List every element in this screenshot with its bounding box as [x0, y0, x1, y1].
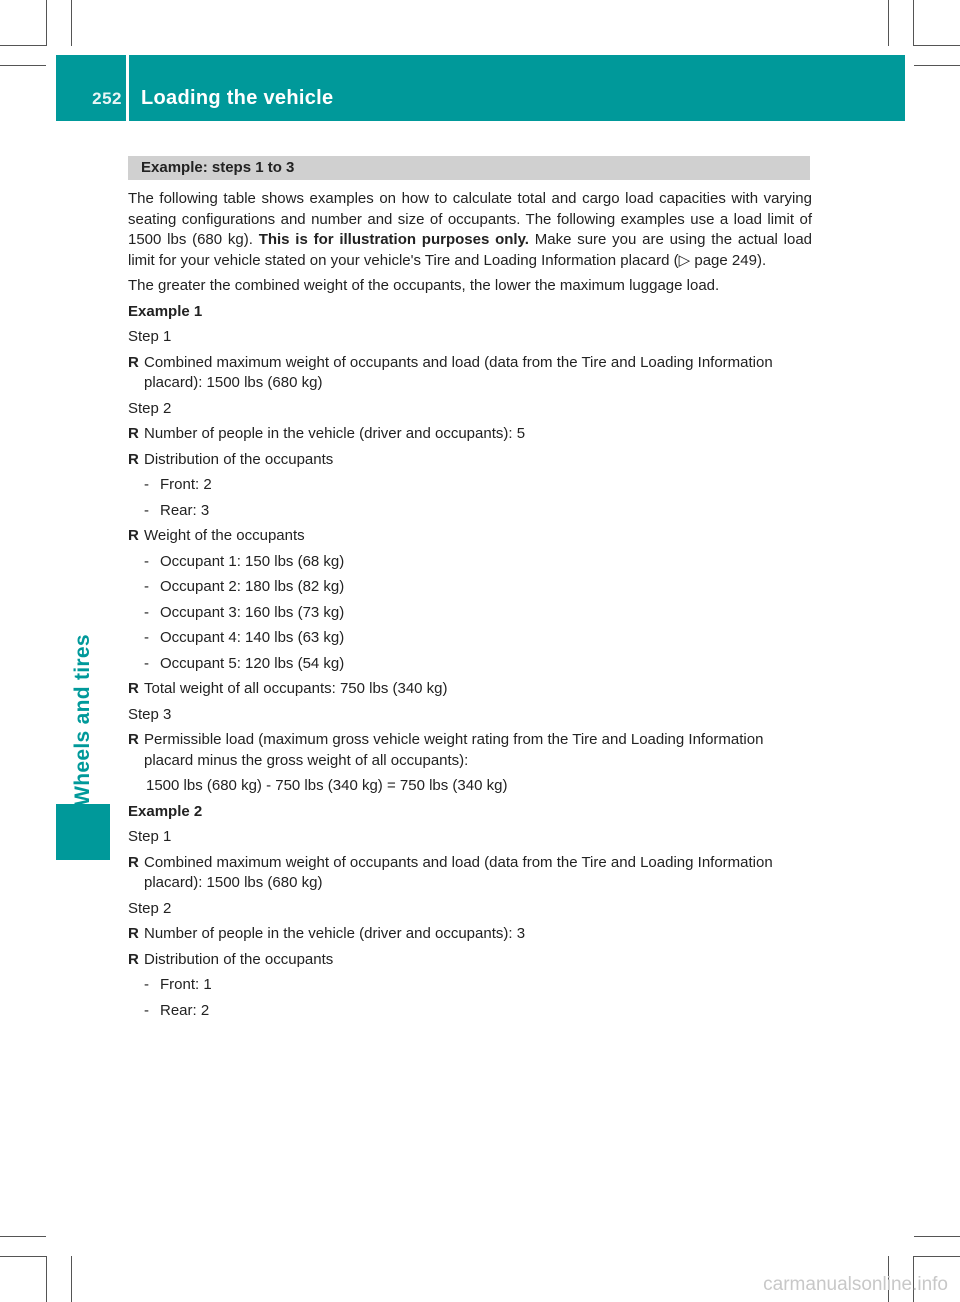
- sub-list-item: [128, 1001, 812, 1022]
- sub-list-item-text: Occupant 2: 180 lbs (82 kg): [160, 578, 345, 595]
- sub-list-item-text: Occupant 3: 160 lbs (73 kg): [160, 603, 345, 621]
- list-item-text: Combined maximum weight of occupants and load (data from the Tire and Loading Information placard): 1500 lbs (680 kg): [144, 353, 773, 391]
- example-2-step-2: Step 2: [128, 899, 172, 917]
- sub-list-item: [128, 628, 812, 649]
- example-1-title: Example 1: [128, 302, 203, 320]
- crop-mark: [71, 0, 72, 46]
- dash-icon: -: [144, 654, 149, 672]
- page-content: [128, 189, 812, 1026]
- bullet-icon: R: [128, 425, 139, 442]
- list-item-text: Weight of the occupants: [144, 527, 305, 544]
- list-item: [128, 679, 812, 700]
- bullet-icon: R: [128, 925, 139, 942]
- crop-mark: [0, 1236, 46, 1237]
- crop-mark: [888, 0, 889, 46]
- dash-icon: -: [144, 476, 149, 493]
- crop-mark: [0, 65, 46, 66]
- list-item-text: Distribution of the occupants: [144, 450, 334, 468]
- list-item-text: Distribution of the occupants: [144, 950, 334, 968]
- crop-mark: [914, 45, 960, 46]
- dash-icon: -: [144, 552, 149, 570]
- sub-list-item-text: Occupant 1: 150 lbs (68 kg): [160, 552, 345, 570]
- crop-mark: [913, 0, 914, 46]
- dash-icon: -: [144, 578, 149, 595]
- dash-icon: -: [144, 976, 149, 993]
- list-item-text: Total weight of all occupants: 750 lbs (340 kg): [144, 680, 448, 697]
- section-heading: Example: steps 1 to 3: [128, 156, 810, 180]
- list-item: [128, 730, 812, 771]
- bullet-icon: R: [128, 853, 139, 871]
- bullet-icon: R: [128, 680, 139, 697]
- crop-mark: [71, 1256, 72, 1302]
- sub-list-item-text: Front: 2: [160, 476, 212, 493]
- crop-mark: [46, 1256, 47, 1302]
- example-1-step-3: Step 3: [128, 705, 172, 723]
- crop-mark: [914, 1256, 960, 1257]
- sub-list-item: [128, 577, 812, 598]
- example-2-title: Example 2: [128, 802, 203, 820]
- crop-mark: [914, 1236, 960, 1237]
- intro-text: The following table shows examples on how to calculate total and cargo load capacities with varying seating configurations and number and size of occupants. The following examples use a load limit of 1500 lbs (680 kg).: [128, 190, 812, 248]
- sub-list-item-text: Rear: 3: [160, 501, 210, 519]
- list-item: [128, 924, 812, 945]
- page-number: 252: [92, 89, 122, 108]
- weight-note: The greater the combined weight of the occupants, the lower the maximum luggage load.: [128, 277, 720, 294]
- bullet-icon: R: [128, 450, 139, 468]
- list-item-text: Number of people in the vehicle (driver and occupants): 3: [144, 925, 526, 942]
- list-item: [128, 526, 812, 547]
- intro-paragraph: [128, 189, 812, 271]
- list-item: [128, 853, 812, 894]
- crop-mark: [914, 65, 960, 66]
- page-reference-link[interactable]: page 249: [694, 251, 757, 269]
- list-item: [128, 353, 812, 394]
- sub-list-item-text: Occupant 4: 140 lbs (63 kg): [160, 629, 345, 646]
- list-item: [128, 450, 812, 471]
- bullet-icon: R: [128, 527, 139, 544]
- dash-icon: -: [144, 629, 149, 646]
- list-item: [128, 950, 812, 971]
- calculation-line: 1500 lbs (680 kg) - 750 lbs (340 kg) = 750 lbs (340 kg): [146, 777, 508, 794]
- dash-icon: -: [144, 1001, 149, 1019]
- bullet-icon: R: [128, 353, 139, 371]
- crop-mark: [46, 0, 47, 46]
- header-separator: [126, 55, 129, 121]
- sub-list-item: [128, 603, 812, 624]
- example-1-step-2: Step 2: [128, 399, 172, 417]
- crop-mark: [0, 1256, 46, 1257]
- side-tab-label: Wheels and tires: [71, 634, 94, 806]
- intro-text-end: ).: [756, 251, 767, 269]
- dash-icon: -: [144, 603, 149, 621]
- bullet-icon: R: [128, 731, 139, 748]
- sub-list-item-text: Front: 1: [160, 976, 212, 993]
- crop-mark: [0, 45, 46, 46]
- list-item-text: Combined maximum weight of occupants and load (data from the Tire and Loading Information placard): 1500 lbs (680 kg): [144, 853, 773, 891]
- list-item-text: Number of people in the vehicle (driver and occupants): 5: [144, 425, 526, 442]
- example-1-step-1: Step 1: [128, 328, 172, 345]
- intro-bold-note: This is for illustration purposes only.: [258, 231, 529, 248]
- watermark: carmanualsonline.info: [763, 1274, 948, 1295]
- sub-list-item-text: Occupant 5: 120 lbs (54 kg): [160, 654, 345, 672]
- page-ref-arrow-icon: ▷: [678, 251, 691, 269]
- sub-list-item: [128, 501, 812, 522]
- list-item: [128, 424, 812, 445]
- sub-list-item: [128, 552, 812, 573]
- bullet-icon: R: [128, 950, 139, 968]
- sub-list-item-text: Rear: 2: [160, 1001, 210, 1019]
- sub-list-item: [128, 975, 812, 996]
- list-item-text: Permissible load (maximum gross vehicle weight rating from the Tire and Loading Information placard minus the gross weight of all occupants):: [144, 731, 764, 769]
- example-2-step-1: Step 1: [128, 828, 172, 845]
- chapter-title: Loading the vehicle: [141, 87, 334, 109]
- intro-text-continued: Make sure you are using the actual load limit for your vehicle stated on your vehicle's Tire and Loading Information placard (: [128, 231, 813, 269]
- sub-list-item: [128, 475, 812, 496]
- sub-list-item: [128, 654, 812, 675]
- dash-icon: -: [144, 501, 149, 519]
